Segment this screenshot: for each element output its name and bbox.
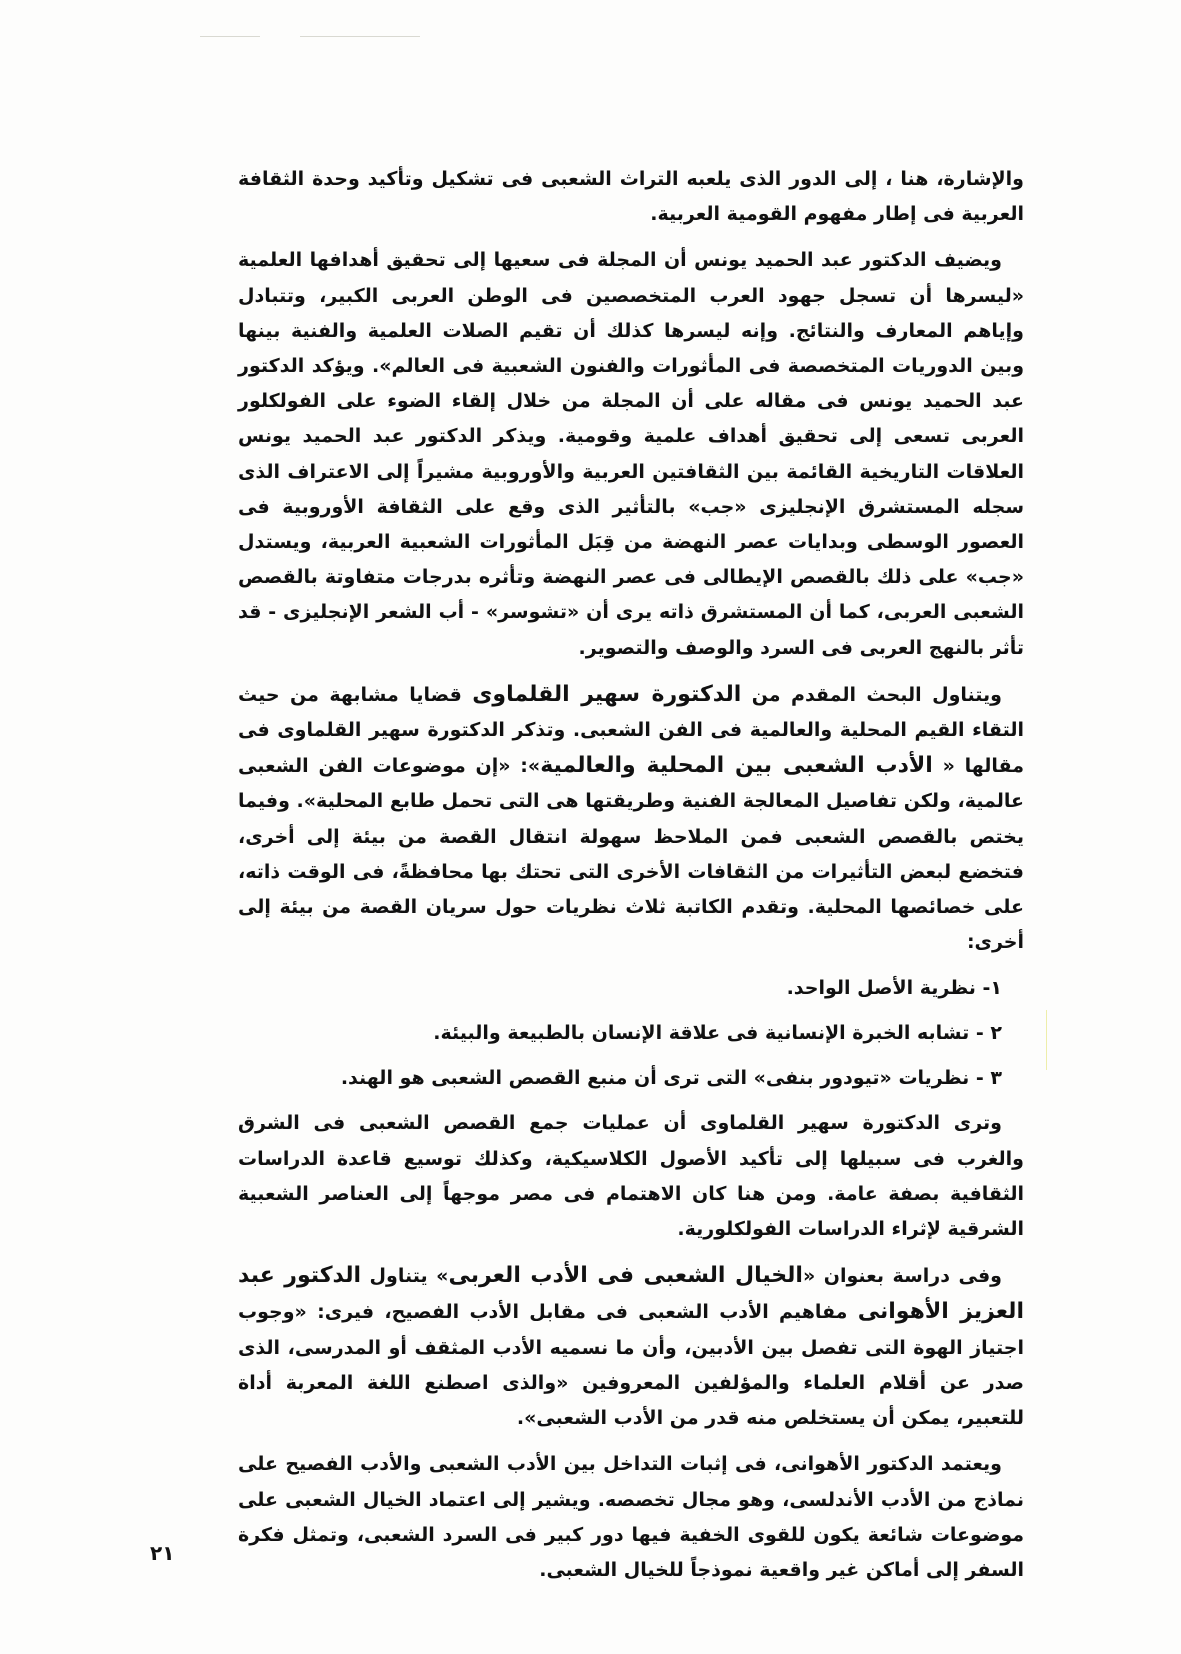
author-ahwani: الدكتور عبد العزيز الأهوانى <box>238 1263 1024 1325</box>
paragraph-3-lead: ويتناول البحث المقدم من <box>741 683 1002 706</box>
author-qalamawi: الدكتورة سهير القلماوى <box>472 681 742 707</box>
paragraph-5-lead: وفى دراسة بعنوان « <box>802 1265 1002 1288</box>
theory-item-2: ٢ - تشابه الخبرة الإنسانية فى علاقة الإنسان بالطبيعة والبيئة. <box>433 1022 1002 1045</box>
page-number: ٢١ <box>150 1541 175 1565</box>
theory-item-3: ٣ - نظريات «تيودور بنفى» التى ترى أن منبع القصص الشعبى هو الهند. <box>340 1067 1002 1090</box>
article-title-ahwani: الخيال الشعبى فى الأدب العربى <box>448 1263 803 1289</box>
paragraph-6: ويعتمد الدكتور الأهوانى، فى إثبات التداخل بين الأدب الشعبى والأدب الفصيح على نماذج من الأدب الأندلسى، وهو مجال تخصصه. ويشير إلى اعتماد الخيال الشعبى على موضوعات شائعة يكون للقوى الخفية فيها دور كبير فى السرد الشعبى، وتمثل فكرة السفر إلى أماكن غير واقعية نموذجاً للخيال الشعبى. <box>238 1453 1024 1581</box>
theories-list <box>238 971 1024 1096</box>
paragraph-2: ويضيف الدكتور عبد الحميد يونس أن المجلة فى سعيها إلى تحقيق أهدافها العلمية «ليسرها أن تسجل جهود العرب المتخصصين فى الوطن العربى الكبير، وتتبادل وإياهم المعارف والنتائج. وإنه ليسرها كذلك أن تقيم الصلات العلمية والفنية بينها وبين الدوريات المتخصصة فى المأثورات والفنون الشعبية فى العالم». ويؤكد الدكتور عبد الحميد يونس فى مقاله على أن المجلة من خلال إلقاء الضوء على الفولكلور العربى تسعى إلى تحقيق أهداف علمية وقومية. ويذكر الدكتور عبد الحميد يونس العلاقات التاريخية القائمة بين الثقافتين العربية والأوروبية مشيراً إلى الاعتراف الذى سجله المستشرق الإنجليزى «جب» بالتأثير الذى وقع على الثقافة الأوروبية فى العصور الوسطى وبدايات عصر النهضة من قِبَل المأثورات الشعبية العربية، ويستدل «جب» على ذلك بالقصص الإيطالى فى عصر النهضة وتأثره بدرجات متفاوتة بالقصص الشعبى العربى، كما أن المستشرق ذاته يرى أن «تشوسر» - أب الشعر الإنجليزى - قد تأثر بالنهج العربى فى السرد والوصف والتصوير. <box>238 249 1024 659</box>
paragraph-5-mid: » يتناول <box>361 1265 449 1288</box>
article-title-qalamawi: الأدب الشعبى بين المحلية والعالمية <box>540 753 933 779</box>
paragraph-3-mid: قضايا مشابهة من حيث التقاء القيم المحلية والعالمية فى الفن الشعبى. وتذكر الدكتورة سهير القلماوى فى مقالها « <box>238 683 1024 778</box>
paragraph-5-rest: مفاهيم الأدب الشعبى فى مقابل الأدب الفصيح، فيرى: «وجوب اجتياز الهوة التى تفصل بين الأدبين، وأن ما نسميه الأدب المثقف أو المدرسى، الذى صدر عن أقلام العلماء والمؤلفين المعروفين «والذى اصطنع اللغة المعربة أداة للتعبير، يمكن أن يستخلص منه قدر من الأدب الشعبى». <box>238 1301 1024 1430</box>
paragraph-1: والإشارة، هنا ، إلى الدور الذى يلعبه التراث الشعبى فى تشكيل وتأكيد وحدة الثقافة العربية فى إطار مفهوم القومية العربية. <box>238 168 1024 226</box>
paragraph-3 <box>238 677 1024 961</box>
scan-speck <box>200 36 260 37</box>
theory-item-1: ١- نظرية الأصل الواحد. <box>786 977 1002 1000</box>
article-body <box>238 162 1024 1599</box>
paragraph-5 <box>238 1258 1024 1436</box>
scan-speck <box>300 36 420 37</box>
paragraph-3-rest: »: «إن موضوعات الفن الشعبى عالمية، ولكن تفاصيل المعالجة الفنية وطريقتها هى التى تحمل طابع المحلية». وفيما يختص بالقصص الشعبى فمن الملاحظ سهولة انتقال القصة من بيئة إلى أخرى، فتخضع لبعض التأثيرات من الثقافات الأخرى التى تحتك بها محافظةً، فى الوقت ذاته، على خصائصها المحلية. وتقدم الكاتبة ثلاث نظريات حول سريان القصة من بيئة إلى أخرى: <box>238 755 1024 954</box>
margin-mark <box>1046 1010 1047 1070</box>
paragraph-4: وترى الدكتورة سهير القلماوى أن عمليات جمع القصص الشعبى فى الشرق والغرب فى سبيلها إلى تأكيد الأصول الكلاسيكية، وكذلك توسيع قاعدة الدراسات الثقافية بصفة عامة. ومن هنا كان الاهتمام فى مصر موجهاً إلى العناصر الشعبية الشرقية لإثراء الدراسات الفولكلورية. <box>238 1112 1024 1241</box>
